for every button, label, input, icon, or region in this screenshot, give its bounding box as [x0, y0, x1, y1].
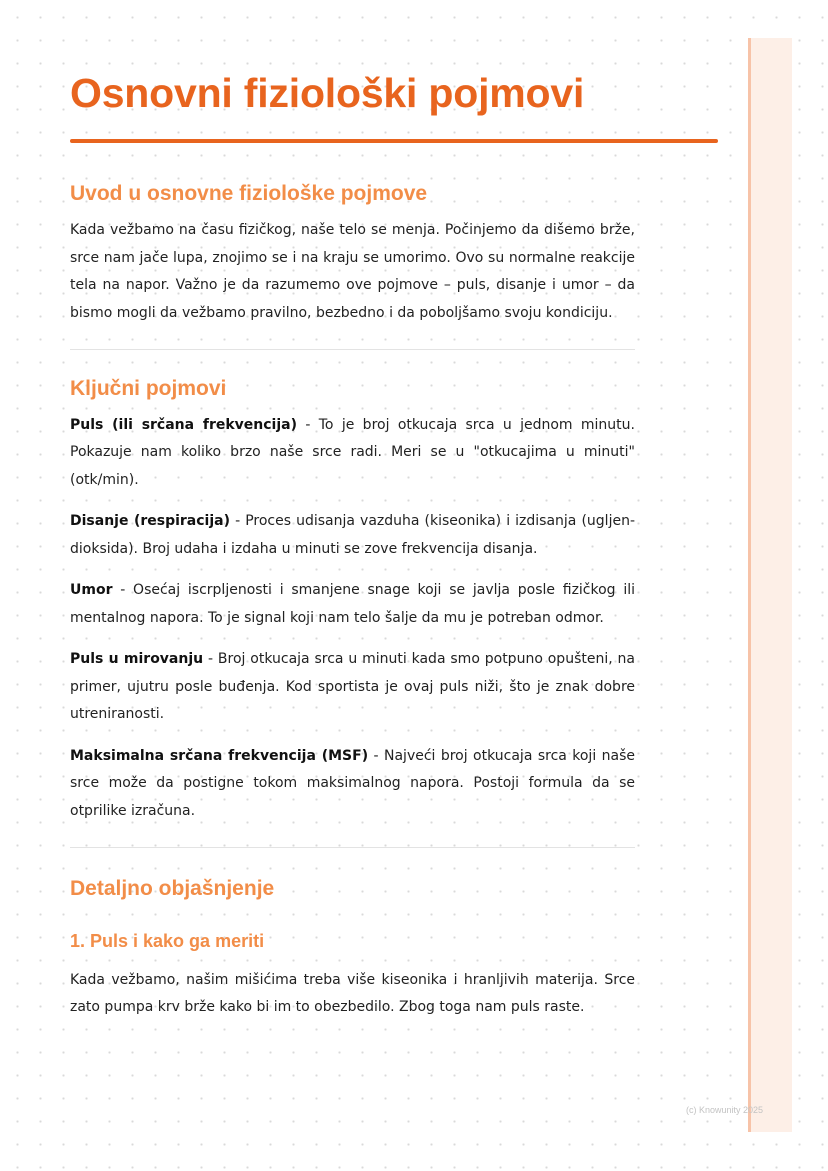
term-paragraph [70, 743, 635, 826]
term-paragraph [70, 646, 635, 729]
document-content [70, 70, 635, 1022]
term-description: - To je broj otkucaja srca u jednom minutu. Pokazuje nam koliko brzo naše srce radi. Meri se u "otkucajima u minuti" (otk/min). [70, 416, 635, 488]
term-description: - Proces udisanja vazduha (kiseonika) i izdisanja (ugljen-dioksida). Broj udaha i izdaha u minuti se zove frekvencija disanja. [70, 513, 635, 557]
term-paragraph [70, 508, 635, 563]
details-paragraph: Kada vežbamo, našim mišićima treba više kiseonika i hranljivih materija. Srce zato pumpa krv brže kako bi im to obezbedilo. Zbog toga nam puls raste. [70, 971, 635, 1016]
section-heading-details: Detaljno objašnjenje [70, 877, 275, 901]
term-paragraph [70, 577, 635, 632]
intro-paragraph: Kada vežbamo na času fizičkog, naše telo se menja. Počinjemo da dišemo brže, srce nam jače lupa, znojimo se i na kraju se umorimo. Ovo su normalne reakcije tela na napor. Važno je da razumemo ove pojmove – puls, disanje i umor – da bismo mogli da vežbamo pravilno, bezbedno i da poboljšamo svoju kondiciju. [70, 222, 635, 321]
copyright-footer: (c) Knowunity 2025 [686, 1105, 764, 1115]
section-heading-intro: Uvod u osnovne fiziološke pojmove [70, 182, 428, 206]
section-heading-key-terms: Ključni pojmovi [70, 377, 227, 401]
term-name: Umor [70, 582, 113, 599]
term-name: Puls u mirovanju [70, 651, 204, 668]
term-description: - Osećaj iscrpljenosti i smanjene snage koji se javlja posle fizičkog ili mentalnog napora. To je signal koji nam telo šalje da mu je potreban odmor. [70, 582, 635, 626]
term-name: Disanje (respiracija) [70, 513, 231, 530]
page-title: Osnovni fiziološki pojmovi [70, 70, 585, 116]
term-name: Puls (ili srčana frekvencija) [70, 416, 297, 433]
margin-band [748, 38, 792, 1132]
term-description: - Broj otkucaja srca u minuti kada smo potpuno opušteni, na primer, ujutru posle buđenja. Kod sportista je ovaj puls niži, što je znak dobre utreniranosti. [70, 651, 635, 723]
margin-line [748, 38, 751, 1132]
title-underline [70, 139, 718, 143]
term-paragraph [70, 412, 635, 495]
term-description: - Najveći broj otkucaja srca koji naše srce može da postigne tokom maksimalnog napora. Postoji formula da se otprilike izračuna. [70, 747, 635, 819]
subsection-heading: 1. Puls i kako ga meriti [70, 931, 265, 952]
term-name: Maksimalna srčana frekvencija (MSF) [70, 747, 369, 764]
